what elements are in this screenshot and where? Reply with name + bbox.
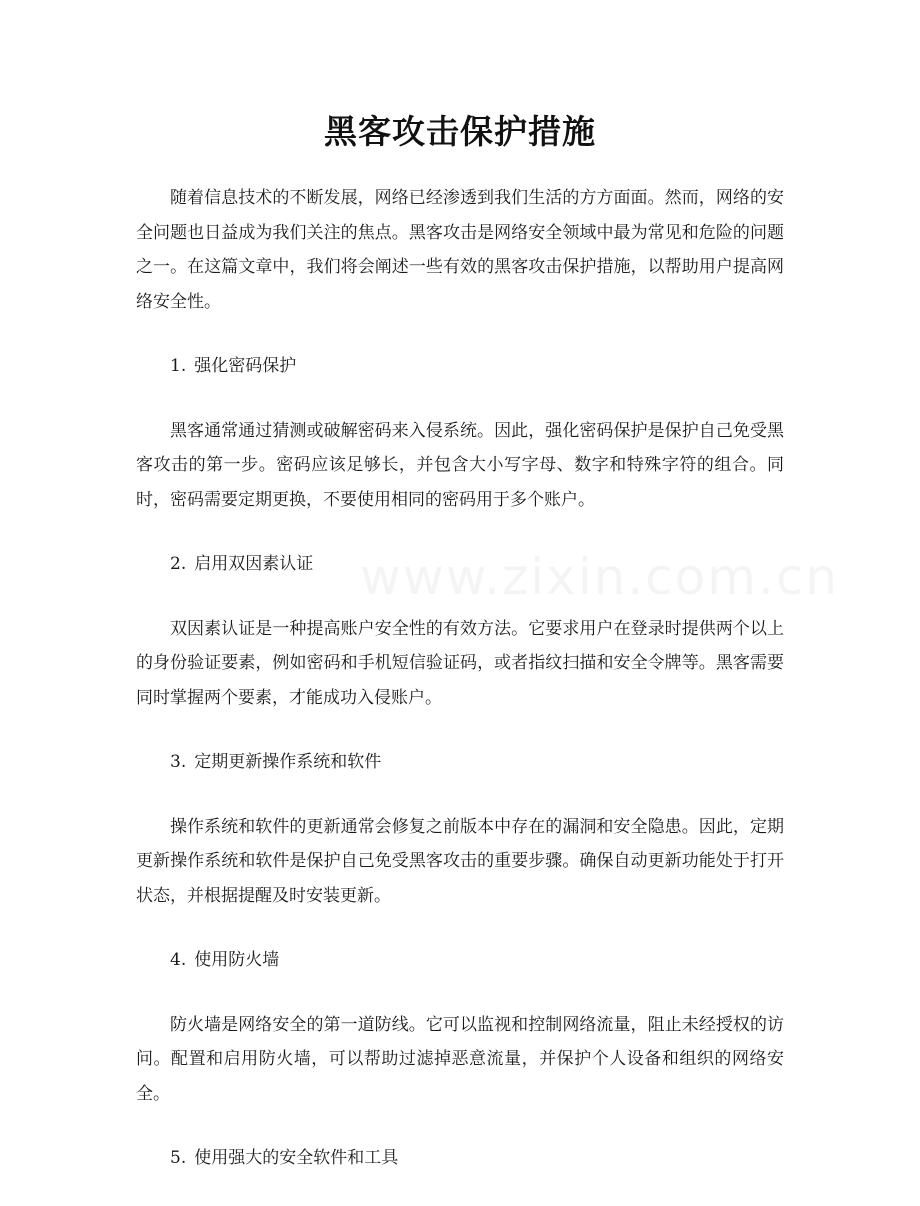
section-paragraph-1: 黑客通常通过猜测或破解密码来入侵系统。因此，强化密码保护是保护自己免受黑客攻击的第一步。密码应该足够长，并包含大小写字母、数字和特殊字符的组合。同时，密码需要定期更换，不要使用相同的密码用于多个账户。 (136, 420, 784, 510)
section-title: 强化密码保护 (194, 356, 297, 376)
document-title: 黑客攻击保护措施 (324, 112, 596, 151)
section-title: 启用双因素认证 (194, 554, 314, 574)
section-title: 定期更新操作系统和软件 (194, 752, 382, 772)
section-heading-2 (136, 547, 784, 582)
section-number: 2. (170, 554, 187, 574)
section-title: 使用强大的安全软件和工具 (194, 1148, 399, 1168)
section-number: 5. (170, 1148, 187, 1168)
document-body (136, 181, 784, 1206)
section-title: 使用防火墙 (194, 950, 280, 970)
section-heading-4 (136, 943, 784, 978)
section-heading-1 (136, 349, 784, 384)
section-heading-5 (136, 1141, 784, 1176)
intro-paragraph: 随着信息技术的不断发展，网络已经渗透到我们生活的方方面面。然而，网络的安全问题也日益成为我们关注的焦点。黑客攻击是网络安全领域中最为常见和危险的问题之一。在这篇文章中，我们将会阐述一些有效的黑客攻击保护措施，以帮助用户提高网络安全性。 (136, 188, 784, 312)
section-number: 1. (170, 356, 187, 376)
section-number: 4. (170, 950, 187, 970)
section-paragraph-3: 操作系统和软件的更新通常会修复之前版本中存在的漏洞和安全隐患。因此，定期更新操作系统和软件是保护自己免受黑客攻击的重要步骤。确保自动更新功能处于打开状态，并根据提醒及时安装更新。 (136, 816, 784, 906)
section-heading-3 (136, 745, 784, 780)
section-paragraph-2: 双因素认证是一种提高账户安全性的有效方法。它要求用户在登录时提供两个以上的身份验证要素，例如密码和手机短信验证码，或者指纹扫描和安全令牌等。黑客需要同时掌握两个要素，才能成功入侵账户。 (136, 618, 784, 708)
section-number: 3. (170, 752, 187, 772)
section-paragraph-4: 防火墙是网络安全的第一道防线。它可以监视和控制网络流量，阻止未经授权的访问。配置和启用防火墙，可以帮助过滤掉恶意流量，并保护个人设备和组织的网络安全。 (136, 1014, 784, 1104)
